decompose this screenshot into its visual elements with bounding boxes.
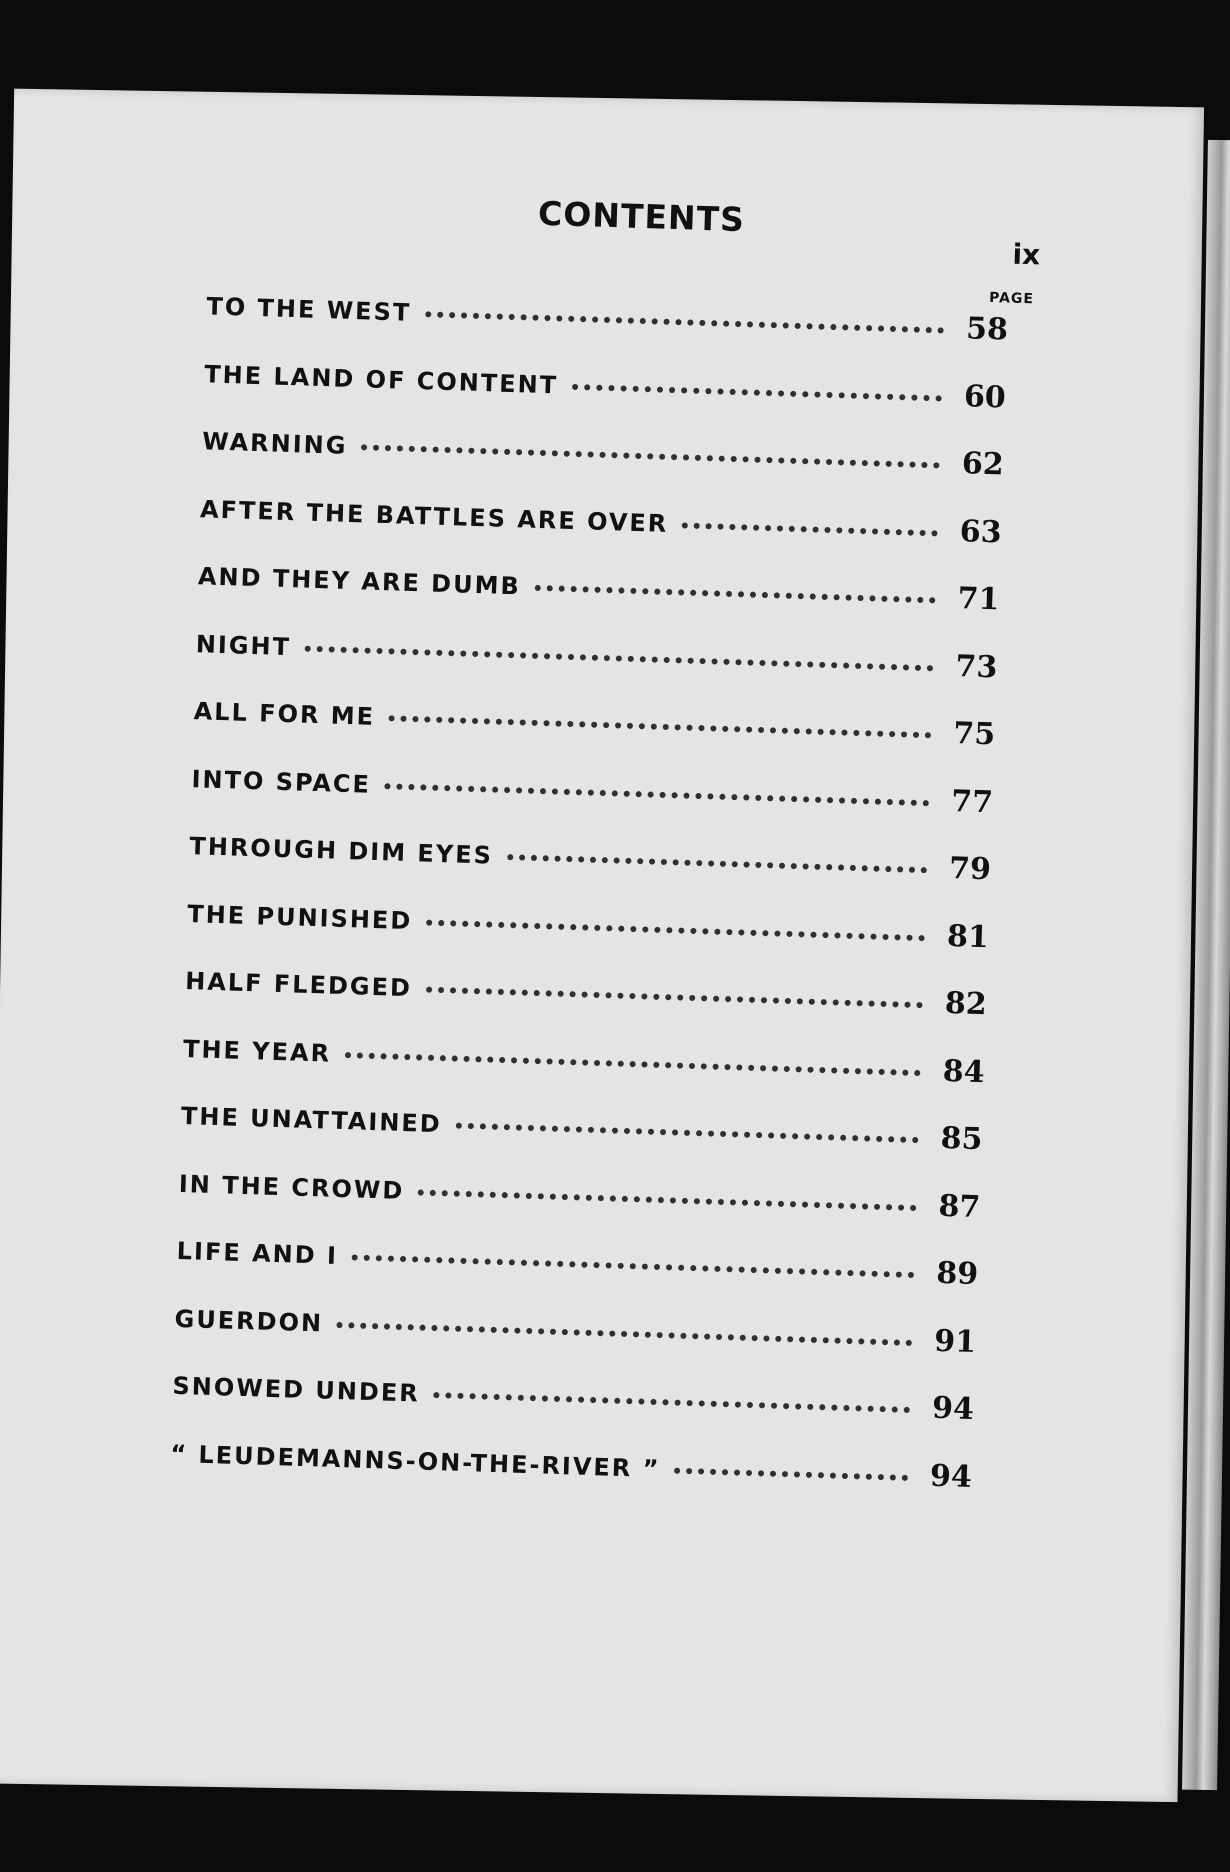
entry-title: THE YEAR — [182, 1034, 332, 1068]
dot-leader — [535, 585, 936, 604]
dot-leader — [389, 715, 931, 738]
entry-title: SNOWED UNDER — [172, 1371, 421, 1408]
dot-leader — [425, 311, 944, 333]
dot-leader — [507, 854, 927, 873]
page-folio-number: ix — [1011, 237, 1041, 272]
entry-page-number: 81 — [946, 918, 990, 955]
entry-page-number: 73 — [954, 648, 998, 685]
dot-leader — [305, 645, 934, 671]
page-title: CONTENTS — [537, 193, 746, 240]
dot-leader — [674, 1467, 908, 1480]
dot-leader — [426, 987, 923, 1009]
entry-title: THE PUNISHED — [186, 899, 413, 935]
entry-title: THROUGH DIM EYES — [189, 832, 494, 870]
entry-title: ALL FOR ME — [193, 697, 376, 731]
dot-leader — [682, 522, 938, 536]
entry-title: IN THE CROWD — [178, 1169, 405, 1205]
entry-title: THE LAND OF CONTENT — [203, 359, 559, 399]
dot-leader — [426, 919, 925, 941]
dot-leader — [337, 1321, 912, 1345]
entry-page-number: 79 — [948, 850, 992, 888]
entry-title: AND THEY ARE DUMB — [197, 562, 522, 601]
entry-page-number: 85 — [940, 1120, 983, 1158]
dot-leader — [361, 444, 940, 468]
entry-page-number: 94 — [929, 1458, 973, 1495]
entry-page-number: 62 — [961, 446, 1005, 483]
entry-page-number: 89 — [935, 1255, 979, 1293]
dot-leader — [418, 1189, 916, 1211]
entry-title: INTO SPACE — [191, 764, 372, 799]
dot-leader — [434, 1392, 911, 1413]
dot-leader — [572, 383, 942, 401]
page-column-heading: PAGE — [988, 289, 1035, 308]
entry-page-number: 75 — [952, 716, 996, 753]
entry-title: LIFE AND I — [176, 1236, 339, 1270]
entry-title: AFTER THE BATTLES ARE OVER — [199, 494, 669, 538]
entry-page-number: 87 — [938, 1188, 981, 1225]
entry-page-number: 84 — [942, 1053, 986, 1090]
contents-list — [169, 287, 1047, 1528]
dot-leader — [352, 1254, 915, 1278]
entry-page-number: 91 — [933, 1323, 977, 1360]
entry-page-number: 58 — [965, 311, 1009, 348]
dot-leader — [456, 1123, 919, 1144]
entry-page-number: 60 — [963, 378, 1007, 415]
dot-leader — [345, 1052, 921, 1076]
entry-page-number: 77 — [950, 783, 994, 820]
entry-title: THE UNATTAINED — [180, 1101, 443, 1139]
entry-page-number: 82 — [944, 985, 988, 1023]
entry-page-number: 63 — [959, 513, 1003, 550]
entry-title: TO THE WEST — [206, 292, 412, 327]
entry-page-number: 71 — [957, 581, 1000, 618]
entry-title: GUERDON — [174, 1304, 324, 1338]
dot-leader — [385, 783, 930, 806]
entry-title: HALF FLEDGED — [184, 967, 413, 1003]
entry-title: WARNING — [201, 427, 348, 460]
entry-page-number: 94 — [931, 1390, 975, 1427]
entry-title: NIGHT — [195, 629, 292, 661]
entry-title: “ LEUDEMANNS-ON-THE-RIVER ” — [169, 1439, 661, 1483]
